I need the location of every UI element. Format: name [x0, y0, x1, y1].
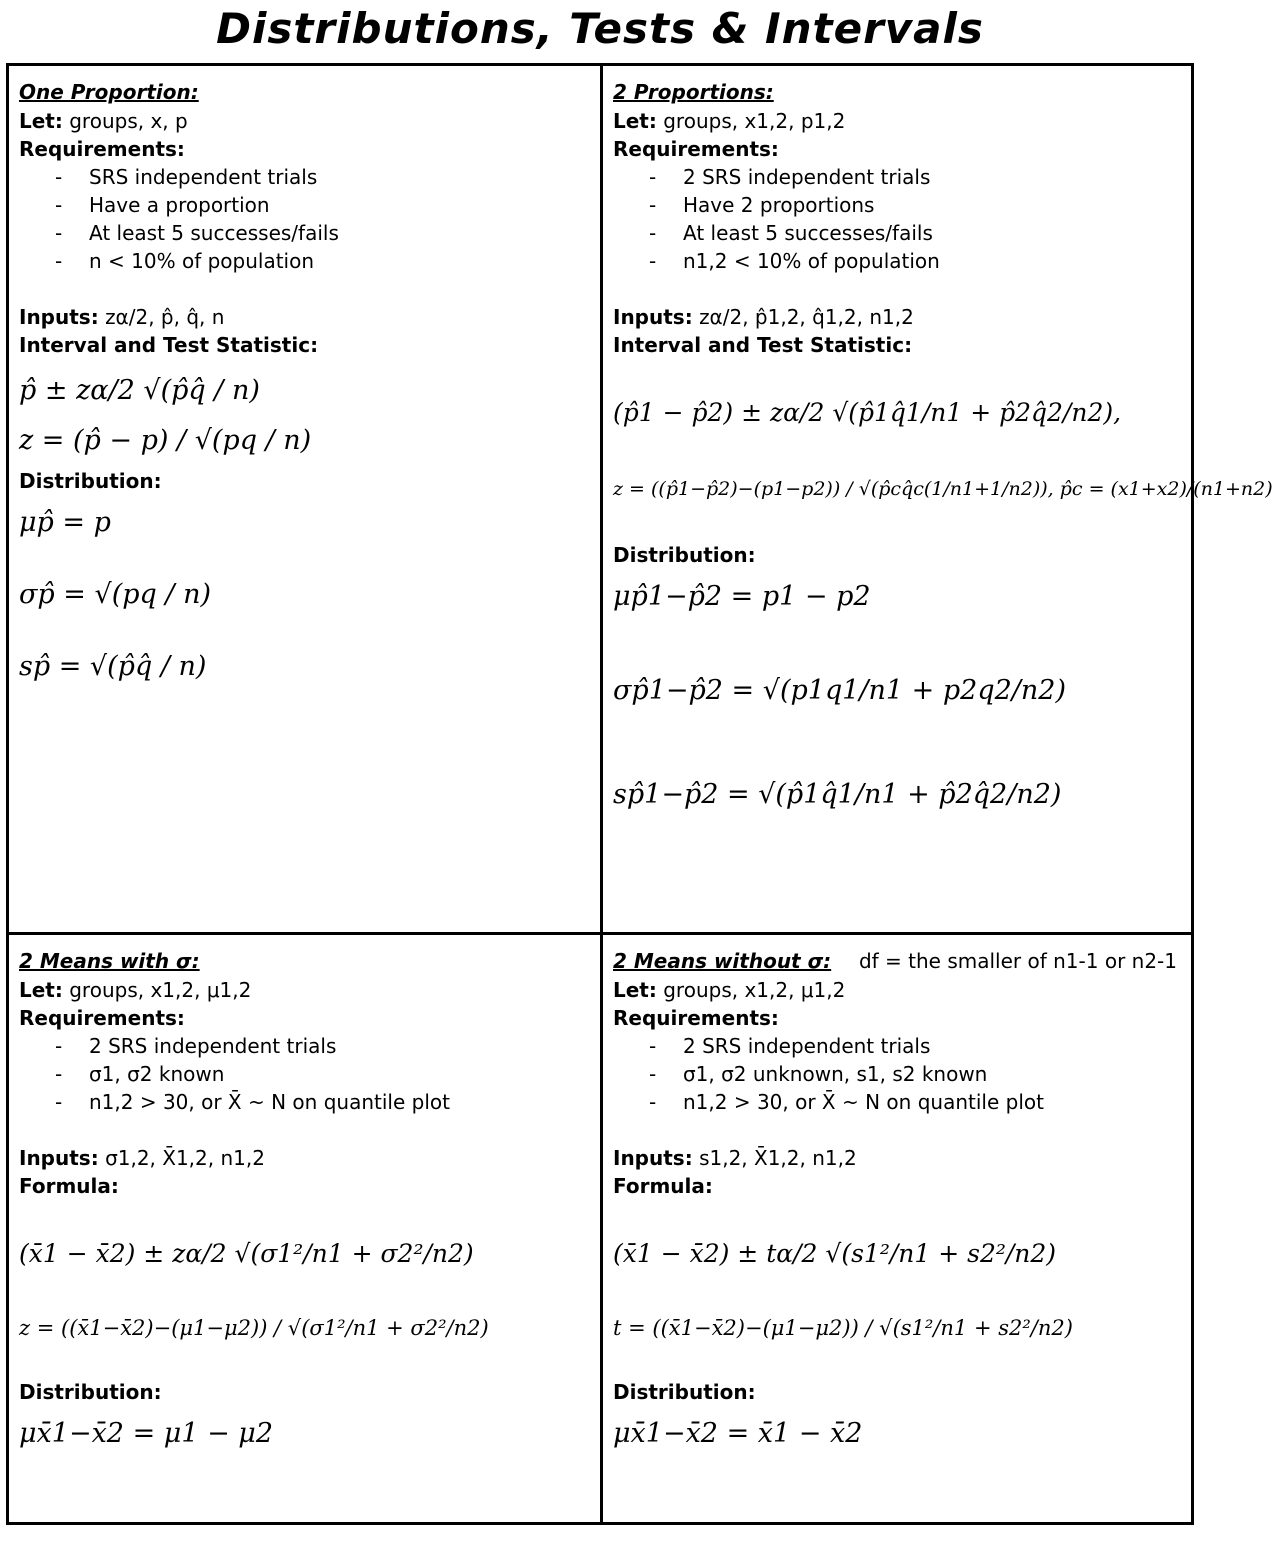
page-title: Distributions, Tests & Intervals — [216, 4, 984, 53]
test-statistic-formula: z = ((x̄1−x̄2)−(μ1−μ2)) / √(σ1²/n1 + σ2²/n2) — [19, 1316, 489, 1340]
inputs-label: Inputs: — [19, 305, 99, 329]
let-value: groups, x, p — [69, 109, 188, 133]
inputs-value: zα/2, p̂, q̂, n — [105, 305, 225, 329]
sigma-formula: σp̂ = √(pq / n) — [19, 579, 211, 610]
requirements-label: Requirements: — [19, 1006, 185, 1030]
one-proportion-section — [9, 66, 600, 932]
test-statistic-formula: z = ((p̂1−p̂2)−(p1−p2)) / √(p̂cq̂c(1/n1+1/n2)), p̂c = (x1+x2)/(n1+n2) — [613, 478, 1273, 500]
mean-formula: μp̂1−p̂2 = p1 − p2 — [613, 581, 871, 612]
distribution-label: Distribution: — [19, 469, 162, 493]
let-label: Let: — [613, 978, 657, 1002]
requirements-label: Requirements: — [613, 1006, 779, 1030]
distribution-label: Distribution: — [613, 1380, 756, 1404]
interval-formula: (x̄1 − x̄2) ± zα/2 √(σ1²/n1 + σ2²/n2) — [19, 1239, 474, 1268]
requirements-list — [19, 1032, 590, 1116]
requirement-item: - n < 10% of population — [55, 247, 590, 275]
requirement-item: - Have 2 proportions — [649, 191, 1181, 219]
section-heading: 2 Proportions: — [613, 80, 774, 104]
requirement-item: - 2 SRS independent trials — [649, 1032, 1181, 1060]
mean-formula: μp̂ = p — [19, 507, 111, 538]
inputs-label: Inputs: — [19, 1146, 99, 1170]
two-means-with-sigma-section — [9, 935, 600, 1522]
two-proportions-section — [603, 66, 1273, 932]
requirement-item: - n1,2 < 10% of population — [649, 247, 1181, 275]
requirement-item: - 2 SRS independent trials — [649, 163, 1181, 191]
inputs-value: zα/2, p̂1,2, q̂1,2, n1,2 — [699, 305, 914, 329]
let-value: groups, x1,2, p1,2 — [663, 109, 846, 133]
section-heading: One Proportion: — [19, 80, 199, 104]
mean-formula: μx̄1−x̄2 = x̄1 − x̄2 — [613, 1418, 863, 1449]
mean-formula: μx̄1−x̄2 = μ1 − μ2 — [19, 1418, 274, 1449]
requirements-list — [613, 163, 1181, 275]
test-statistic-formula: t = ((x̄1−x̄2)−(μ1−μ2)) / √(s1²/n1 + s2²/n2) — [613, 1316, 1073, 1340]
interval-label: Interval and Test Statistic: — [613, 333, 913, 357]
inputs-value: s1,2, X̄1,2, n1,2 — [699, 1146, 857, 1170]
interval-formula: (p̂1 − p̂2) ± zα/2 √(p̂1q̂1/n1 + p̂2q̂2/n2), — [613, 398, 1122, 427]
inputs-label: Inputs: — [613, 305, 693, 329]
requirements-list — [19, 163, 590, 275]
standard-error-formula: sp̂ = √(p̂q̂ / n) — [19, 651, 207, 682]
requirement-item: - At least 5 successes/fails — [55, 219, 590, 247]
let-value: groups, x1,2, μ1,2 — [663, 978, 846, 1002]
section-heading: 2 Means with σ: — [19, 949, 200, 973]
requirement-item: - n1,2 > 30, or X̄ ~ N on quantile plot — [649, 1088, 1181, 1116]
inputs-value: σ1,2, X̄1,2, n1,2 — [105, 1146, 265, 1170]
requirement-item: - σ1, σ2 unknown, s1, s2 known — [649, 1060, 1181, 1088]
section-heading: 2 Means without σ: — [613, 949, 832, 973]
formula-label: Formula: — [19, 1174, 119, 1198]
requirement-item: - 2 SRS independent trials — [55, 1032, 590, 1060]
sigma-formula: σp̂1−p̂2 = √(p1q1/n1 + p2q2/n2) — [613, 675, 1067, 706]
requirement-item: - Have a proportion — [55, 191, 590, 219]
let-label: Let: — [613, 109, 657, 133]
interval-formula: p̂ ± zα/2 √(p̂q̂ / n) — [19, 375, 260, 406]
distribution-label: Distribution: — [613, 543, 756, 567]
two-means-without-sigma-section — [603, 935, 1191, 1522]
test-statistic-formula: z = (p̂ − p) / √(pq / n) — [19, 425, 312, 456]
requirements-label: Requirements: — [613, 137, 779, 161]
interval-formula: (x̄1 − x̄2) ± tα/2 √(s1²/n1 + s2²/n2) — [613, 1239, 1057, 1268]
formula-label: Formula: — [613, 1174, 713, 1198]
let-label: Let: — [19, 978, 63, 1002]
distribution-label: Distribution: — [19, 1380, 162, 1404]
let-value: groups, x1,2, μ1,2 — [69, 978, 252, 1002]
standard-error-formula: sp̂1−p̂2 = √(p̂1q̂1/n1 + p̂2q̂2/n2) — [613, 779, 1062, 810]
requirements-list — [613, 1032, 1181, 1116]
requirement-item: - n1,2 > 30, or X̄ ~ N on quantile plot — [55, 1088, 590, 1116]
requirement-item: - At least 5 successes/fails — [649, 219, 1181, 247]
requirements-label: Requirements: — [19, 137, 185, 161]
let-label: Let: — [19, 109, 63, 133]
interval-label: Interval and Test Statistic: — [19, 333, 319, 357]
degrees-of-freedom-note: df = the smaller of n1-1 or n2-1 — [858, 949, 1177, 973]
inputs-label: Inputs: — [613, 1146, 693, 1170]
requirement-item: - SRS independent trials — [55, 163, 590, 191]
requirement-item: - σ1, σ2 known — [55, 1060, 590, 1088]
